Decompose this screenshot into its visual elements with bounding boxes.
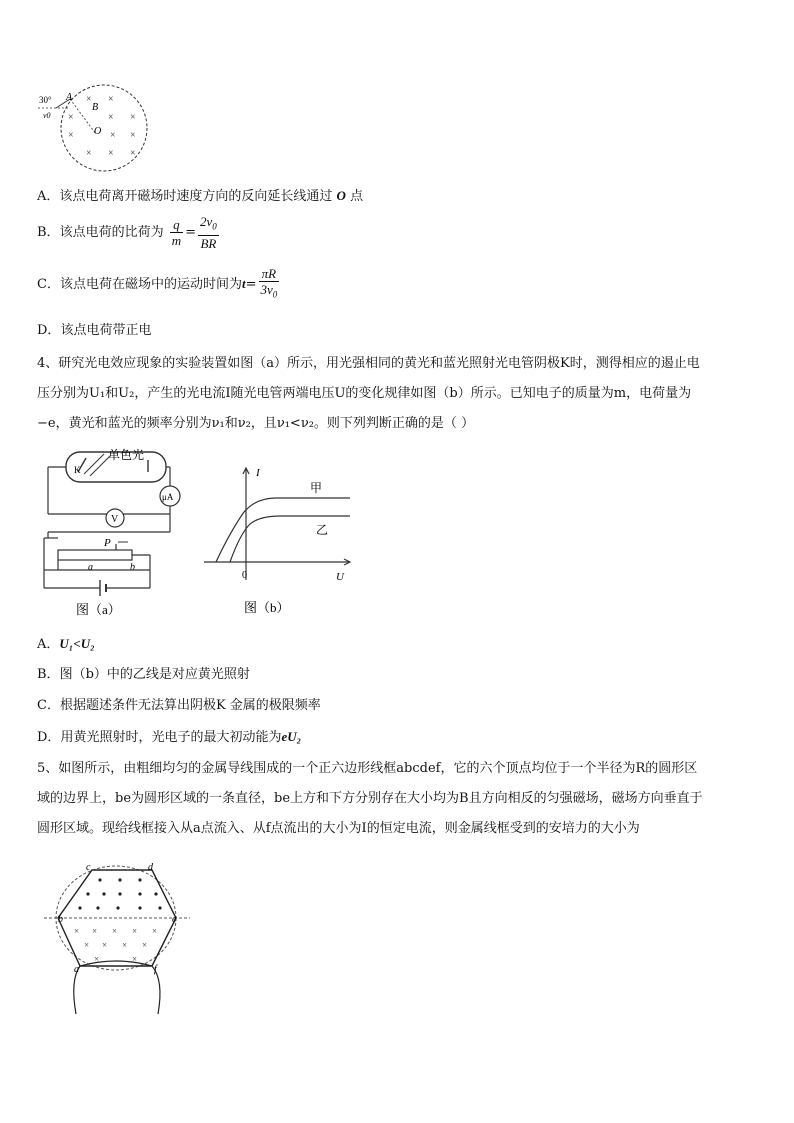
current-axis-label: I [256, 467, 260, 479]
svg-text:×: × [68, 112, 74, 123]
q4-stem-line-1: 4、研究光电效应现象的实验装置如图（a）所示，用光强相同的黄光和蓝光照射光电管阴极K时，测得相应的遏止电 [37, 356, 700, 371]
q3-option-c: C．该点电荷在磁场中的运动时间为t= $\frac{\pi R}{3v_0}$ [37, 266, 281, 303]
q4-stem-line-3: −e，黄光和蓝光的频率分别为ν₁和ν₂，且ν₁<ν₂。则下列判断正确的是（ ） [37, 416, 475, 431]
svg-text:×: × [142, 940, 148, 950]
angle-label: 30° [39, 95, 52, 105]
figure-b-caption: 图（b） [244, 600, 290, 615]
svg-text:×: × [108, 112, 114, 123]
svg-text:×: × [130, 130, 136, 141]
top-magnetic-field-figure [34, 82, 164, 174]
svg-text:×: × [110, 130, 116, 141]
vertex-e-label: e [172, 914, 177, 925]
q4-option-b: B．图（b）中的乙线是对应黄光照射 [37, 667, 250, 682]
slider-p-label: P [104, 537, 111, 549]
svg-text:×: × [130, 148, 136, 159]
q5-stem-line-1: 5、如图所示，由粗细均匀的金属导线围成的一个正六边形线框abcdef，它的六个顶点均位于一个半径为R的圆形区 [37, 761, 698, 776]
svg-text:×: × [94, 954, 100, 964]
svg-text:×: × [108, 94, 114, 105]
point-a-circuit-label: a [88, 562, 93, 573]
q3-option-a: A．该点电荷离开磁场时速度方向的反向延长线通过 O 点 [37, 188, 364, 204]
svg-text:×: × [112, 926, 118, 936]
svg-text:×: × [152, 926, 158, 936]
charge-ratio-value: $\frac{2v_0}{BR}$ [200, 214, 217, 251]
q4-option-c: C．根据题述条件无法算出阴极K 金属的极限频率 [37, 698, 321, 713]
microammeter-label: μA [162, 492, 174, 502]
v0-label: v0 [43, 111, 51, 120]
vertex-d-label: d [148, 862, 153, 873]
curve-jia [216, 498, 350, 562]
voltage-axis-label: U [336, 571, 344, 583]
svg-text:×: × [132, 926, 138, 936]
charge-ratio-fraction: $\frac{q}{m}$ [171, 216, 182, 248]
time-fraction: $\frac{\pi R}{3v_0}$ [260, 266, 278, 300]
vertex-b-label: b [58, 914, 63, 925]
cathode-k-label: K [74, 465, 81, 475]
svg-text:×: × [84, 940, 90, 950]
iu-graph-figure-b [200, 462, 370, 622]
field-crosses [68, 94, 136, 159]
svg-text:×: × [108, 148, 114, 159]
svg-text:×: × [132, 954, 138, 964]
point-o-label: O [94, 126, 102, 137]
field-crosses-lower [74, 926, 157, 964]
origin-label: 0 [242, 570, 247, 581]
curve-yi-label: 乙 [316, 523, 329, 537]
point-b-circuit-label: b [130, 562, 135, 573]
hexagon-field-figure [40, 860, 190, 1020]
q5-stem-line-2: 域的边界上，be为圆形区域的一条直径，be上方和下方分别存在大小均为B且方向相反的匀强磁场，磁场方向垂直于 [37, 791, 703, 806]
point-a-label: A [66, 92, 73, 103]
q5-stem-line-3: 圆形区域。现给线框接入从a点流入、从f点流出的大小为I的恒定电流，则金属线框受到的安培力的大小为 [37, 821, 640, 836]
svg-text:×: × [102, 940, 108, 950]
voltmeter-label: V [111, 514, 119, 525]
q4-stem-line-2: 压分别为U₁和U₂，产生的光电流I随光电管两端电压U的变化规律如图（b）所示。已知电子的质量为m，电荷量为 [37, 386, 692, 401]
q4-option-d: D．用黄光照射时，光电子的最大初动能为eU₂ [37, 729, 302, 745]
svg-text:×: × [68, 130, 74, 141]
svg-text:×: × [92, 926, 98, 936]
figure-a-caption: 图（a） [76, 602, 121, 617]
svg-text:×: × [74, 926, 80, 936]
svg-text:×: × [122, 940, 128, 950]
vertex-c-label: c [86, 862, 91, 873]
point-b-label: B [92, 102, 99, 113]
svg-text:×: × [86, 94, 92, 105]
field-dots-upper [78, 878, 161, 909]
monochromatic-light-label: 单色光 [108, 448, 145, 462]
vertex-a-label: a [74, 964, 79, 975]
circuit-figure-a [40, 446, 190, 621]
svg-text:×: × [86, 148, 92, 159]
q3-option-b: B．该点电荷的比荷为 $\frac{q}{m}$ = $\frac{2v_0}{BR}$ [37, 214, 217, 251]
q4-option-a: A．U₁<U₂ [37, 636, 95, 652]
svg-text:×: × [130, 112, 136, 123]
q3-option-d: D．该点电荷带正电 [37, 323, 152, 338]
curve-jia-label: 甲 [310, 481, 323, 495]
curve-yi [230, 516, 350, 562]
vertex-f-label: f [154, 964, 157, 975]
